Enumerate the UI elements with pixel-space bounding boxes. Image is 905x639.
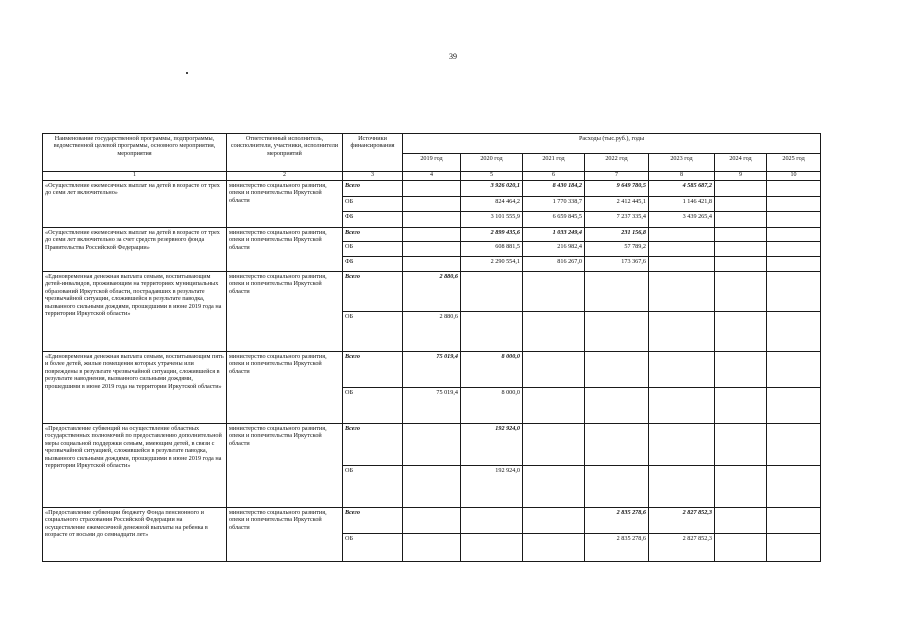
expense-value: [649, 272, 715, 312]
expense-value: 2 290 554,1: [461, 257, 523, 272]
funding-source: ОБ: [343, 534, 403, 562]
budget-table: [42, 133, 821, 562]
expense-value: 3 926 020,1: [461, 181, 523, 197]
expense-value: 3 439 265,4: [649, 212, 715, 228]
expense-value: [403, 197, 461, 212]
expense-value: 7 237 335,4: [585, 212, 649, 228]
expense-value: [767, 352, 821, 388]
expense-value: 2 835 278,6: [585, 534, 649, 562]
expense-value: [649, 388, 715, 424]
expense-value: 4 585 687,2: [649, 181, 715, 197]
column-number: 4: [403, 172, 461, 181]
expense-value: 1 033 249,4: [523, 228, 585, 242]
expense-value: [715, 197, 767, 212]
expense-value: 192 924,0: [461, 424, 523, 466]
expense-value: [585, 388, 649, 424]
page-number: 39: [449, 52, 457, 61]
expense-value: 2 827 852,3: [649, 508, 715, 534]
column-number: 9: [715, 172, 767, 181]
funding-source: Всего: [343, 352, 403, 388]
expense-value: [715, 312, 767, 352]
table-row: [43, 424, 821, 466]
header-source: Источники финансирования: [343, 134, 403, 172]
column-number: 1: [43, 172, 227, 181]
measure-name: «Осуществление ежемесячных выплат на детей в возрасте от трех до семи лет включительно за счет средств резервного фонда Правительства Российской Федерации»: [43, 228, 227, 272]
expense-value: [403, 228, 461, 242]
funding-source: ОБ: [343, 466, 403, 508]
expense-value: [461, 272, 523, 312]
expense-value: [767, 312, 821, 352]
header-expenses: Расходы (тыс.руб.), годы: [403, 134, 821, 154]
expense-value: [523, 508, 585, 534]
expense-value: [715, 242, 767, 257]
expense-value: 216 982,4: [523, 242, 585, 257]
expense-value: 192 924,0: [461, 466, 523, 508]
column-number: 7: [585, 172, 649, 181]
expense-value: [649, 466, 715, 508]
year-header: 2025 год: [767, 154, 821, 172]
funding-source: Всего: [343, 424, 403, 466]
year-header: 2021 год: [523, 154, 585, 172]
expense-value: [403, 424, 461, 466]
expense-value: [767, 197, 821, 212]
expense-value: [649, 352, 715, 388]
expense-value: [649, 257, 715, 272]
column-number-row: [43, 172, 821, 181]
expense-value: 2 835 278,6: [585, 508, 649, 534]
table-row: [43, 228, 821, 242]
expense-value: 8 000,0: [461, 388, 523, 424]
funding-source: Всего: [343, 272, 403, 312]
expense-value: [461, 534, 523, 562]
expense-value: [715, 228, 767, 242]
expense-value: 2 412 445,1: [585, 197, 649, 212]
measure-executor: министерство социального развития, опеки и попечительства Иркутской области: [227, 424, 343, 508]
expense-value: [523, 352, 585, 388]
expense-value: [715, 534, 767, 562]
expense-value: 1 146 421,8: [649, 197, 715, 212]
funding-source: Всего: [343, 228, 403, 242]
funding-source: ОБ: [343, 312, 403, 352]
funding-source: ОБ: [343, 388, 403, 424]
expense-value: [715, 466, 767, 508]
expense-value: [461, 312, 523, 352]
expense-value: [767, 508, 821, 534]
table-row: [43, 272, 821, 312]
column-number: 3: [343, 172, 403, 181]
measure-executor: министерство социального развития, опеки и попечительства Иркутской области: [227, 228, 343, 272]
measure-executor: министерство социального развития, опеки и попечительства Иркутской области: [227, 508, 343, 562]
expense-value: [585, 312, 649, 352]
expense-value: 9 649 780,5: [585, 181, 649, 197]
column-number: 8: [649, 172, 715, 181]
expense-value: [767, 212, 821, 228]
expense-value: 8 000,0: [461, 352, 523, 388]
measure-name: «Осуществление ежемесячных выплат на детей в возрасте от трех до семи лет включительно»: [43, 181, 227, 228]
header-executor: Ответственный исполнитель, соисполнители, участники, исполнители мероприятий: [227, 134, 343, 172]
funding-source: Всего: [343, 181, 403, 197]
measure-executor: министерство социального развития, опеки и попечительства Иркутской области: [227, 352, 343, 424]
expense-value: [649, 228, 715, 242]
expense-value: [715, 352, 767, 388]
funding-source: ОБ: [343, 197, 403, 212]
expense-value: [715, 424, 767, 466]
expense-value: 173 367,6: [585, 257, 649, 272]
expense-value: [767, 181, 821, 197]
expense-value: [767, 242, 821, 257]
expense-value: 1 770 338,7: [523, 197, 585, 212]
expense-value: 8 430 184,2: [523, 181, 585, 197]
expense-value: [715, 272, 767, 312]
expense-value: [715, 181, 767, 197]
expense-value: 231 156,8: [585, 228, 649, 242]
expense-value: [767, 257, 821, 272]
table-row: [43, 352, 821, 388]
expense-value: [523, 534, 585, 562]
expense-value: [715, 257, 767, 272]
expense-value: 75 019,4: [403, 352, 461, 388]
expense-value: [523, 388, 585, 424]
expense-value: [523, 272, 585, 312]
expense-value: [767, 388, 821, 424]
expense-value: 608 881,5: [461, 242, 523, 257]
expense-value: [403, 242, 461, 257]
expense-value: 824 464,2: [461, 197, 523, 212]
year-header: 2019 год: [403, 154, 461, 172]
expense-value: [523, 424, 585, 466]
measure-name: «Единовременная денежная выплата семьям, воспитывающим пять и более детей, жилые помещения которых утрачены или повреждены в результате чрезвычайной ситуации, сложившейся в результате наводнения, вызванного сильными дождями, прошедшими в июне 2019 года на территории Иркутской области»: [43, 352, 227, 424]
funding-source: ОБ: [343, 242, 403, 257]
expense-value: 2 899 435,6: [461, 228, 523, 242]
expense-value: 57 789,2: [585, 242, 649, 257]
expense-value: [403, 181, 461, 197]
measure-name: «Предоставление субвенций на осуществление областных государственных полномочий по предоставлению дополнительной меры социальной поддержки семьям, имеющим детей, в связи с чрезвычайной ситуацией, сложившейся в результате паводка, вызванного сильными дождями, прошедшими в июне 2019 года на территории Иркутской области»: [43, 424, 227, 508]
year-header: 2020 год: [461, 154, 523, 172]
table-body: [43, 181, 821, 562]
header-name: Наименование государственной программы, подпрограммы, ведомственной целевой программы, основного мероприятия, мероприятия: [43, 134, 227, 172]
expense-value: [715, 212, 767, 228]
year-header: 2024 год: [715, 154, 767, 172]
column-number: 10: [767, 172, 821, 181]
measure-executor: министерство социального развития, опеки и попечительства Иркутской области: [227, 181, 343, 228]
expense-value: 2 827 852,3: [649, 534, 715, 562]
measure-executor: министерство социального развития, опеки и попечительства Иркутской области: [227, 272, 343, 352]
expense-value: [715, 388, 767, 424]
scan-speck: [186, 72, 188, 74]
expense-value: [585, 466, 649, 508]
expense-value: [715, 508, 767, 534]
expense-value: [585, 424, 649, 466]
expense-value: [767, 424, 821, 466]
funding-source: ФБ: [343, 257, 403, 272]
column-number: 6: [523, 172, 585, 181]
year-header: 2023 год: [649, 154, 715, 172]
expense-value: 75 019,4: [403, 388, 461, 424]
expense-value: [767, 228, 821, 242]
expense-value: [403, 508, 461, 534]
expense-value: [403, 534, 461, 562]
table-row: [43, 181, 821, 197]
expense-value: [649, 312, 715, 352]
expense-value: 816 267,0: [523, 257, 585, 272]
expense-value: 3 101 555,9: [461, 212, 523, 228]
expense-value: [403, 466, 461, 508]
expense-value: [649, 242, 715, 257]
expense-value: [523, 312, 585, 352]
funding-source: ФБ: [343, 212, 403, 228]
expense-value: [403, 212, 461, 228]
expense-value: [767, 466, 821, 508]
expense-value: [585, 272, 649, 312]
expense-value: [649, 424, 715, 466]
year-header: 2022 год: [585, 154, 649, 172]
expense-value: 6 659 845,5: [523, 212, 585, 228]
expense-value: [767, 272, 821, 312]
column-number: 5: [461, 172, 523, 181]
column-number: 2: [227, 172, 343, 181]
expense-value: [767, 534, 821, 562]
table-row: [43, 508, 821, 534]
expense-value: 2 880,6: [403, 272, 461, 312]
expense-value: [585, 352, 649, 388]
measure-name: «Единовременная денежная выплата семьям, воспитывающим детей-инвалидов, проживающим на территориях муниципальных образований Иркутской области, пострадавших в результате чрезвычайной ситуации, сложившейся в результате паводка, вызванного сильными дождями, прошедшими в июне 2019 года на территории Иркутской области»: [43, 272, 227, 352]
funding-source: Всего: [343, 508, 403, 534]
expense-value: [403, 257, 461, 272]
expense-value: [523, 466, 585, 508]
expense-value: 2 880,6: [403, 312, 461, 352]
measure-name: «Предоставление субвенции бюджету Фонда пенсионного и социального страхования Российской Федерации на осуществление ежемесячной денежной выплаты на ребенка в возрасте от восьми до семнадцати лет»: [43, 508, 227, 562]
expense-value: [461, 508, 523, 534]
